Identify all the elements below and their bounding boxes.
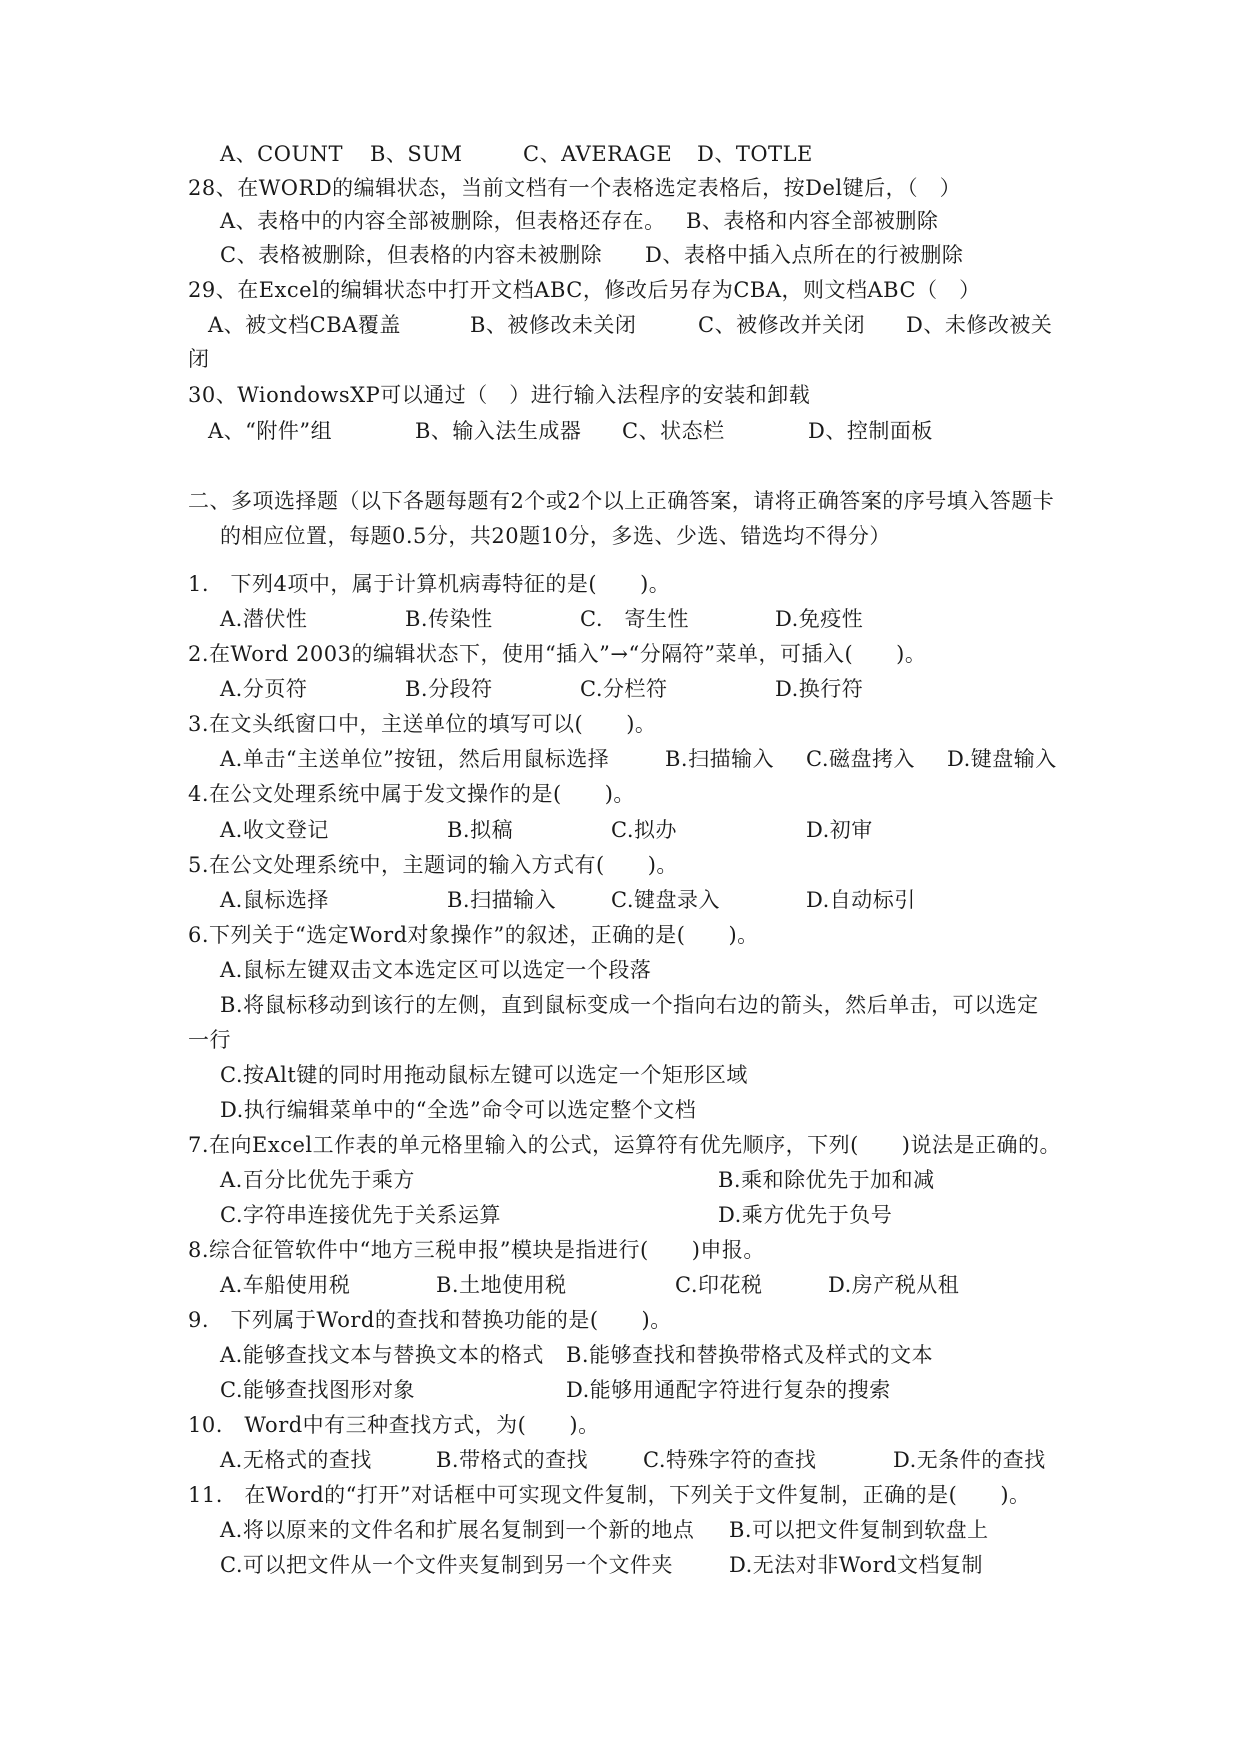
m1-options-row — [0, 605, 1241, 633]
m3-option-a: A.单击“主送单位”按钮，然后用鼠标选择 — [220, 747, 610, 771]
m4-option-a: A.收文登记 — [220, 818, 329, 842]
m1-option-a: A.潜伏性 — [220, 607, 308, 631]
m3-option-b: B.扫描输入 — [665, 747, 775, 771]
q27-option-b: B、SUM — [370, 142, 463, 166]
m9-options-row2 — [0, 1376, 1241, 1404]
q28-option-a: A、表格中的内容全部被删除，但表格还存在。 — [220, 209, 666, 233]
m4-options-row — [0, 816, 1241, 844]
q29-option-a: A、被文档CBA覆盖 — [208, 313, 401, 337]
q29-option-c: C、被修改并关闭 — [698, 313, 866, 337]
m2-option-c: C.分栏符 — [580, 677, 668, 701]
q28-option-c: C、表格被删除，但表格的内容未被删除 — [220, 243, 603, 267]
m3-stem: 3.在文头纸窗口中，主送单位的填写可以( )。 — [188, 712, 657, 736]
q29-option-d: D、未修改被关 — [906, 313, 1053, 337]
q28-option-d: D、表格中插入点所在的行被删除 — [645, 243, 964, 267]
m8-stem: 8.综合征管软件中“地方三税申报”模块是指进行( )申报。 — [188, 1238, 765, 1262]
q27-options-row — [0, 140, 1241, 168]
m11-options-row2 — [0, 1551, 1241, 1579]
m5-stem: 5.在公文处理系统中，主题词的输入方式有( )。 — [188, 853, 678, 877]
q30-option-d: D、控制面板 — [808, 419, 933, 443]
m9-option-d: D.能够用通配字符进行复杂的搜索 — [566, 1378, 891, 1402]
m1-option-d: D.免疫性 — [775, 607, 864, 631]
m9-option-a: A.能够查找文本与替换文本的格式 — [220, 1343, 544, 1367]
m3-option-d: D.键盘输入 — [947, 747, 1057, 771]
m4-option-b: B.拟稿 — [447, 818, 514, 842]
m5-option-b: B.扫描输入 — [447, 888, 557, 912]
q30-options-row — [0, 417, 1241, 445]
m8-option-d: D.房产税从租 — [828, 1273, 960, 1297]
m8-option-b: B.土地使用税 — [436, 1273, 567, 1297]
m2-option-b: B.分段符 — [405, 677, 493, 701]
q30-option-c: C、状态栏 — [622, 419, 725, 443]
m10-option-a: A.无格式的查找 — [220, 1448, 372, 1472]
m10-options-row — [0, 1446, 1241, 1474]
q30-option-b: B、输入法生成器 — [415, 419, 582, 443]
m8-option-c: C.印花税 — [675, 1273, 763, 1297]
section2-heading-line1: 二、多项选择题（以下各题每题有2个或2个以上正确答案，请将正确答案的序号填入答题卡 — [188, 489, 1055, 513]
m1-option-b: B.传染性 — [405, 607, 493, 631]
m4-stem: 4.在公文处理系统中属于发文操作的是( )。 — [188, 782, 635, 806]
m6-option-a: A.鼠标左键双击文本选定区可以选定一个段落 — [220, 958, 652, 982]
m9-option-b: B.能够查找和替换带格式及样式的文本 — [566, 1343, 934, 1367]
m5-option-a: A.鼠标选择 — [220, 888, 329, 912]
m11-option-a: A.将以原来的文件名和扩展名复制到一个新的地点 — [220, 1518, 695, 1542]
m2-options-row — [0, 675, 1241, 703]
m10-option-d: D.无条件的查找 — [893, 1448, 1046, 1472]
q30-option-a: A、“附件”组 — [208, 419, 333, 443]
m7-option-a: A.百分比优先于乘方 — [220, 1168, 415, 1192]
m9-options-row1 — [0, 1341, 1241, 1369]
m1-option-c: C. 寄生性 — [580, 607, 689, 631]
m10-option-b: B.带格式的查找 — [436, 1448, 589, 1472]
q28-stem: 28、在WORD的编辑状态，当前文档有一个表格选定表格后，按Del键后，（ ） — [188, 176, 962, 200]
m6-option-b-continued: 一行 — [188, 1028, 231, 1052]
m6-option-d: D.执行编辑菜单中的“全选”命令可以选定整个文档 — [220, 1098, 697, 1122]
section2-heading-line2: 的相应位置，每题0.5分，共20题10分，多选、少选、错选均不得分） — [220, 524, 891, 548]
m5-option-c: C.键盘录入 — [611, 888, 720, 912]
m2-stem: 2.在Word 2003的编辑状态下，使用“插入”→“分隔符”菜单，可插入( )。 — [188, 642, 927, 666]
m6-option-c: C.按Alt键的同时用拖动鼠标左键可以选定一个矩形区域 — [220, 1063, 748, 1087]
q28-options-row1 — [0, 207, 1241, 235]
m6-stem: 6.下列关于“选定Word对象操作”的叙述，正确的是( )。 — [188, 923, 759, 947]
q27-option-c: C、AVERAGE — [523, 142, 673, 166]
m7-option-b: B.乘和除优先于加和减 — [718, 1168, 935, 1192]
m7-option-d: D.乘方优先于负号 — [718, 1203, 893, 1227]
m11-option-d: D.无法对非Word文档复制 — [729, 1553, 984, 1577]
m5-options-row — [0, 886, 1241, 914]
m11-option-c: C.可以把文件从一个文件夹复制到另一个文件夹 — [220, 1553, 673, 1577]
m10-option-c: C.特殊字符的查找 — [643, 1448, 817, 1472]
m7-options-row1 — [0, 1166, 1241, 1194]
m11-options-row1 — [0, 1516, 1241, 1544]
q27-option-d: D、TOTLE — [697, 142, 813, 166]
m10-stem: 10. Word中有三种查找方式，为( )。 — [188, 1413, 600, 1437]
m7-option-c: C.字符串连接优先于关系运算 — [220, 1203, 501, 1227]
m5-option-d: D.自动标引 — [806, 888, 916, 912]
m9-stem: 9. 下列属于Word的查找和替换功能的是( )。 — [188, 1308, 672, 1332]
q27-option-a: A、COUNT — [220, 142, 344, 166]
m9-option-c: C.能够查找图形对象 — [220, 1378, 415, 1402]
q28-option-b: B、表格和内容全部被删除 — [686, 209, 939, 233]
q28-options-row2 — [0, 241, 1241, 269]
q29-option-d-continued: 闭 — [188, 347, 210, 371]
m11-option-b: B.可以把文件复制到软盘上 — [729, 1518, 989, 1542]
m2-option-a: A.分页符 — [220, 677, 308, 701]
m7-stem: 7.在向Excel工作表的单元格里输入的公式，运算符有优先顺序，下列( )说法是正确的。 — [188, 1133, 1061, 1157]
m11-stem: 11. 在Word的“打开”对话框中可实现文件复制，下列关于文件复制，正确的是( )。 — [188, 1483, 1031, 1507]
m4-option-c: C.拟办 — [611, 818, 677, 842]
q29-option-b: B、被修改未关闭 — [470, 313, 637, 337]
m3-options-row — [0, 745, 1241, 773]
m3-option-c: C.磁盘拷入 — [806, 747, 915, 771]
m8-options-row — [0, 1271, 1241, 1299]
q29-stem: 29、在Excel的编辑状态中打开文档ABC，修改后另存为CBA，则文档ABC（ ） — [188, 278, 981, 302]
m1-stem: 1. 下列4项中，属于计算机病毒特征的是( )。 — [188, 572, 671, 596]
m7-options-row2 — [0, 1201, 1241, 1229]
q29-options-row — [0, 311, 1241, 339]
m8-option-a: A.车船使用税 — [220, 1273, 351, 1297]
m2-option-d: D.换行符 — [775, 677, 864, 701]
m6-option-b: B.将鼠标移动到该行的左侧，直到鼠标变成一个指向右边的箭头，然后单击，可以选定 — [220, 993, 1039, 1017]
m4-option-d: D.初审 — [806, 818, 873, 842]
q30-stem: 30、WiondowsXP可以通过（ ）进行输入法程序的安装和卸载 — [188, 383, 811, 407]
